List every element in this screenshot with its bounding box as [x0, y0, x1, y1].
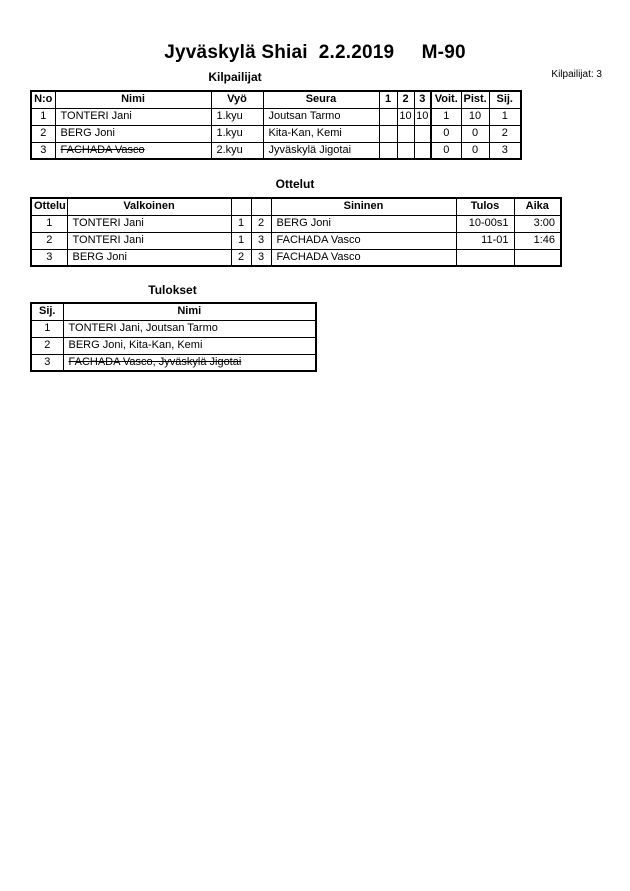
table-row — [31, 337, 316, 354]
cell-belt: 1.kyu — [211, 125, 263, 142]
column-header-match: Ottelu — [31, 198, 67, 215]
column-header-white-no — [231, 198, 251, 215]
table-row — [31, 215, 561, 232]
table-row — [31, 232, 561, 249]
cell-place: 3 — [31, 354, 63, 371]
cell-belt: 1.kyu — [211, 108, 263, 125]
competitors-count-label: Kilpailijat: 3 — [551, 69, 602, 80]
column-header-blue-no — [251, 198, 271, 215]
page-title: Jyväskylä Shiai 2.2.2019 M-90 — [164, 42, 466, 63]
cell-white: BERG Joni — [67, 249, 231, 266]
cell-m1 — [379, 142, 397, 159]
competitor-name: FACHADA Vasco — [60, 143, 145, 156]
column-header-m1: 1 — [379, 91, 397, 108]
cell-white-no: 1 — [231, 215, 251, 232]
cell-match-no: 1 — [31, 215, 67, 232]
results-table — [30, 302, 317, 372]
cell-match-no: 3 — [31, 249, 67, 266]
column-header-name: Nimi — [55, 91, 211, 108]
column-header-result: Tulos — [456, 198, 514, 215]
cell-time — [514, 249, 561, 266]
cell-white-no: 1 — [231, 232, 251, 249]
cell-m3 — [414, 125, 431, 142]
cell-result: 11-01 — [456, 232, 514, 249]
cell-white: TONTERI Jani — [67, 215, 231, 232]
cell-club: Joutsan Tarmo — [263, 108, 379, 125]
cell-name — [55, 108, 211, 125]
table-row — [31, 249, 561, 266]
cell-wins: 1 — [431, 108, 461, 125]
cell-no: 1 — [31, 108, 55, 125]
column-header-belt: Vyö — [211, 91, 263, 108]
cell-name — [63, 354, 316, 371]
cell-points: 0 — [461, 125, 489, 142]
results-section-title: Tulokset — [148, 283, 197, 297]
cell-place: 3 — [489, 142, 521, 159]
matches-section-title: Ottelut — [275, 177, 315, 191]
cell-m2: 10 — [397, 108, 414, 125]
competitors-header-row — [31, 91, 521, 108]
results-header-row — [31, 303, 316, 320]
table-row — [31, 354, 316, 371]
column-header-place: Sij. — [489, 91, 521, 108]
matches-header-row — [31, 198, 561, 215]
table-row — [31, 142, 521, 159]
column-header-wins: Voit. — [431, 91, 461, 108]
cell-no: 3 — [31, 142, 55, 159]
cell-m1 — [379, 108, 397, 125]
column-header-name: Nimi — [63, 303, 316, 320]
cell-wins: 0 — [431, 142, 461, 159]
cell-time: 1:46 — [514, 232, 561, 249]
column-header-time: Aika — [514, 198, 561, 215]
column-header-club: Seura — [263, 91, 379, 108]
cell-place: 2 — [489, 125, 521, 142]
column-header-m3: 3 — [414, 91, 431, 108]
cell-club: Jyväskylä Jigotai — [263, 142, 379, 159]
cell-m2 — [397, 125, 414, 142]
competitor-name: TONTERI Jani — [60, 110, 132, 122]
competitors-section-title: Kilpailijat — [208, 70, 262, 84]
column-header-no: N:o — [31, 91, 55, 108]
column-header-points: Pist. — [461, 91, 489, 108]
column-header-blue: Sininen — [271, 198, 456, 215]
cell-time: 3:00 — [514, 215, 561, 232]
cell-blue-no: 2 — [251, 215, 271, 232]
matches-table — [30, 197, 562, 267]
cell-m3: 10 — [414, 108, 431, 125]
cell-wins: 0 — [431, 125, 461, 142]
column-header-place: Sij. — [31, 303, 63, 320]
cell-white: TONTERI Jani — [67, 232, 231, 249]
cell-belt: 2.kyu — [211, 142, 263, 159]
cell-blue-no: 3 — [251, 232, 271, 249]
table-row — [31, 320, 316, 337]
competitors-table — [30, 90, 522, 160]
column-header-m2: 2 — [397, 91, 414, 108]
cell-match-no: 2 — [31, 232, 67, 249]
cell-white-no: 2 — [231, 249, 251, 266]
table-row — [31, 108, 521, 125]
cell-points: 0 — [461, 142, 489, 159]
cell-name — [63, 337, 316, 354]
column-header-white: Valkoinen — [67, 198, 231, 215]
cell-blue: FACHADA Vasco — [271, 249, 456, 266]
result-name: BERG Joni, Kita-Kan, Kemi — [68, 339, 203, 351]
cell-name — [55, 125, 211, 142]
cell-no: 2 — [31, 125, 55, 142]
result-name: FACHADA Vasco, Jyväskylä Jigotai — [68, 355, 242, 368]
competitor-name: BERG Joni — [60, 127, 115, 139]
cell-place: 1 — [489, 108, 521, 125]
cell-blue: FACHADA Vasco — [271, 232, 456, 249]
cell-name — [55, 142, 211, 159]
cell-m1 — [379, 125, 397, 142]
cell-m2 — [397, 142, 414, 159]
cell-m3 — [414, 142, 431, 159]
cell-name — [63, 320, 316, 337]
cell-place: 2 — [31, 337, 63, 354]
cell-club: Kita-Kan, Kemi — [263, 125, 379, 142]
cell-blue-no: 3 — [251, 249, 271, 266]
cell-place: 1 — [31, 320, 63, 337]
cell-blue: BERG Joni — [271, 215, 456, 232]
cell-points: 10 — [461, 108, 489, 125]
table-row — [31, 125, 521, 142]
cell-result: 10-00s1 — [456, 215, 514, 232]
result-name: TONTERI Jani, Joutsan Tarmo — [68, 322, 218, 334]
cell-result — [456, 249, 514, 266]
